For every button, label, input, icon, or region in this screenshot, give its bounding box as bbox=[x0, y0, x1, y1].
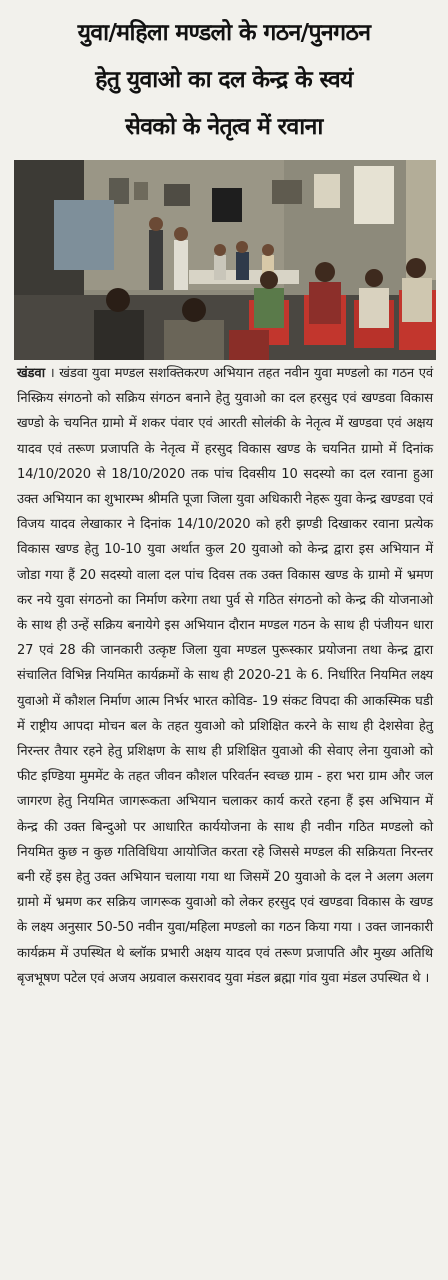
photo-person-head bbox=[149, 217, 163, 231]
news-photo bbox=[14, 160, 436, 360]
photo-tv bbox=[212, 188, 242, 222]
photo-person-head bbox=[182, 298, 206, 322]
photo-frame bbox=[164, 184, 190, 206]
photo-person-seated bbox=[164, 320, 224, 360]
photo-person-head bbox=[315, 262, 335, 282]
photo-poster bbox=[314, 174, 340, 208]
photo-person-head bbox=[174, 227, 188, 241]
photo-person-head bbox=[214, 244, 226, 256]
headline-line-2: हेतु युवाओ का दल केन्द्र के स्वयं bbox=[95, 67, 353, 93]
photo-person bbox=[214, 255, 226, 280]
photo-person-seated bbox=[254, 288, 284, 328]
photo-frame bbox=[134, 182, 148, 200]
photo-person-head bbox=[106, 288, 130, 312]
meeting-photo bbox=[14, 160, 436, 360]
photo-person-head bbox=[260, 271, 278, 289]
photo-person-seated bbox=[94, 310, 144, 360]
photo-person-seated bbox=[359, 288, 389, 328]
photo-person-head bbox=[236, 241, 248, 253]
headline-line-3: सेवको के नेतृत्व में रवाना bbox=[125, 114, 323, 140]
headline-line-1: युवा/महिला मण्डलो के गठन/पुनगठन bbox=[77, 20, 371, 46]
headline bbox=[8, 10, 440, 151]
photo-person-head bbox=[406, 258, 426, 278]
photo-frame bbox=[272, 180, 302, 204]
photo-person-head bbox=[365, 269, 383, 287]
photo-person bbox=[174, 240, 188, 290]
photo-banner bbox=[54, 200, 114, 270]
photo-door bbox=[354, 166, 394, 224]
photo-person-seated bbox=[309, 282, 341, 324]
photo-person-head bbox=[262, 244, 274, 256]
article-text: । खंडवा युवा मण्डल सशक्तिकरण अभियान तहत नवीन युवा मण्डलो का गठन एवं निस्क्रिय संगठनो को सक्रिय संगठन बनाने हेतु युवाओ का दल हरसुद एवं खण्डवा विकास खण्डो के चयनित ग्रामो में शकर पंवार एवं आरती सोलंकी के नेतृत्व में खण्डवा एवं अक्षय यादव एवं तरूण प्रजापति के नेतृत्व में हरसुद विकास खण्ड के चयनित ग्रामो में दिनांक 14/10/2020 से 18/10/2020 तक पांच दिवसीय 10 सदस्यो का दल रवाना हुआ उक्त अभियान का शुभारम्भ श्रीमति पूजा जिला युवा अधिकारी नेहरू युवा केन्द्र खण्डवा एवं विजय यादव लेखाकार ने दिनांक 14/10/2020 को हरी झण्डी दिखाकर रवाना प्रत्येक विकास खण्ड हेतु 10-10 युवा अर्थात कुल 20 युवाओ को केन्द्र द्वारा इस अभियान में जोडा गया हैं 20 सदस्यो वाला दल पांच दिवस तक उक्त विकास खण्ड के ग्रामो में भ्रमण कर नये युवा संगठनो का निर्माण करेगा तथा पुर्व से गठित संगठनो को केन्द्र की योजनाओ के साथ ही उन्हें सक्रिय बनायेगे इस अभियान दौरान मण्डल गठन के साथ ही पंजीयन धारा 27 एवं 28 की जानकारी उत्कृष्ट जिला युवा मण्डल पुरूस्कार प्रयोजना तथा केन्द्र द्वारा संचालित विभिन्न नियमित कार्यक्रमों के साथ ही 2020-21 के 6. निर्धारित नियमित लक्ष्य युवाओ में कौशल निर्माण आत्म निर्भर भारत कोविड- 19 संकट विपदा की आकस्मिक घडी में राष्ट्रीय आपदा मोचन बल के तहत युवाओ को प्रशिक्षित करने के साथ ही देशसेवा हेतु निरन्तर तैयार रहने हेतु प्रशिक्षण के साथ ही प्रशिक्षित युवाओ की सेवाए लेना युवाओ को फीट इण्डिया मुममेंट के तहत जीवन कौशल परिवर्तन स्वच्छ ग्राम - हरा भरा ग्राम और जल जागरण हेतु नियमित जागरूकता अभियान चलाकर कार्य करते रहना हैं इस अभियान में केन्द्र की उक्त बिन्दुओ पर आधारित कार्ययोजना के साथ ही नवीन गठित मण्डलो को नियमित कुछ न कुछ गतिविधिया आयोजित करता रहे जिससे मण्डल की सक्रियता निरन्तर बनी रहें इस हेतु उक्त अभियान चलाया गया था जिसमें 20 युवाओ के दल ने अलग अलग ग्रामो में भ्रमण कर सक्रिय जागरूक युवाओ को लेकर हरसुद एवं खण्डवा विकास के खण्ड के लक्ष्य अनुसार 50-50 नवीन युवा/महिला मण्डलो का गठन किया गया । उक्त जानकारी कार्यक्रम में उपस्थित थे ब्लॉक प्रभारी अक्षय यादव एवं तरूण प्रजापति और मुख्य अतिथि बृजभूषण पटेल एवं अजय अग्रवाल कसरावद युवा मंडल ब्रह्मा गांव युवा मंडल उपस्थित थे । bbox=[17, 366, 434, 986]
photo-person-seated bbox=[402, 278, 432, 322]
photo-person bbox=[236, 252, 249, 280]
article-body bbox=[17, 361, 433, 991]
photo-chair bbox=[229, 330, 269, 360]
photo-person bbox=[149, 230, 163, 290]
dateline: खंडवा bbox=[17, 366, 45, 381]
